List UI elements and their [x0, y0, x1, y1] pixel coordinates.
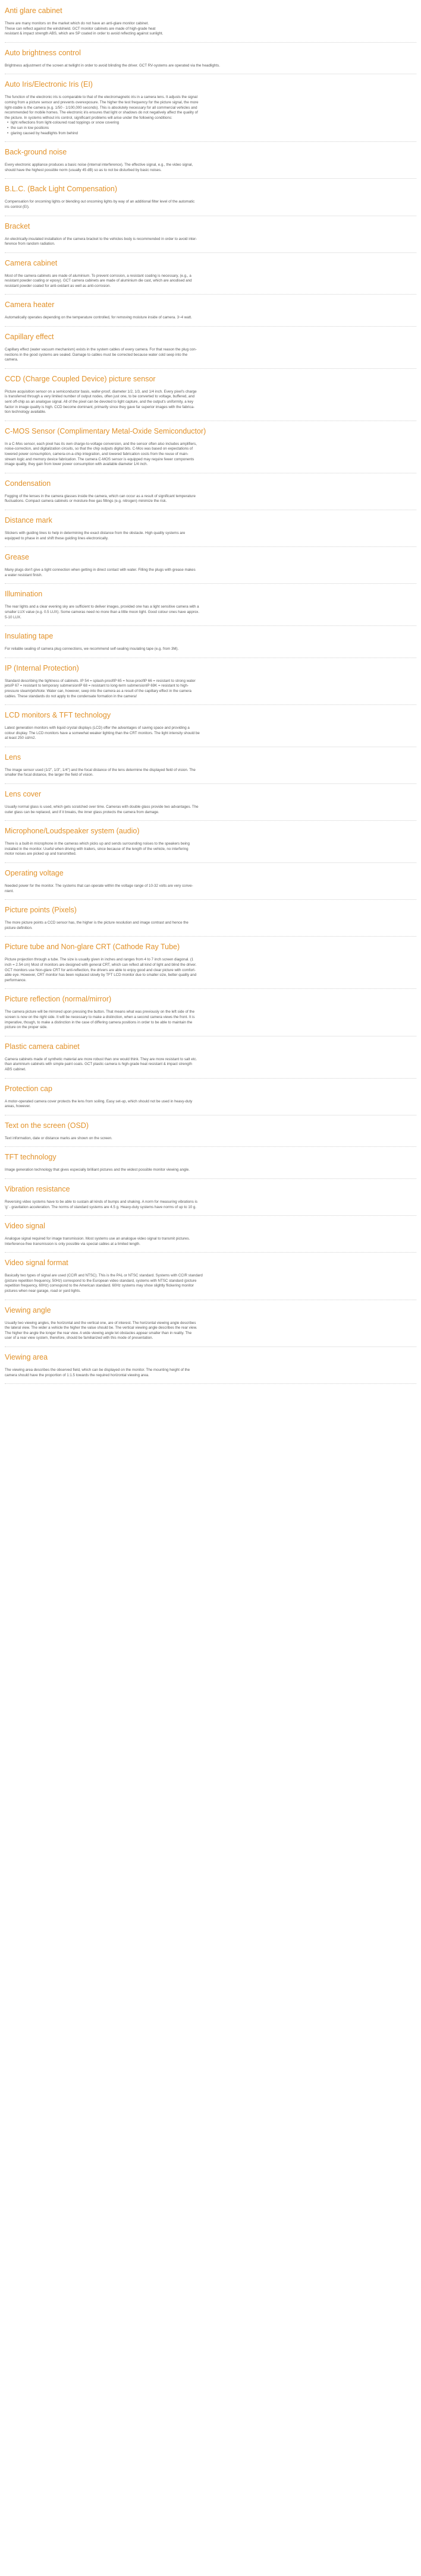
glossary-entry — [5, 589, 416, 626]
glossary-entry — [5, 789, 416, 821]
entry-description — [5, 605, 416, 620]
entry-title: Picture points (Pixels) — [5, 906, 77, 915]
description-line: resistant powder coating or epoxy). GCT camera cabinets are made of aluminium die cast, which are anodised and — [5, 279, 192, 283]
entry-description — [5, 390, 416, 415]
description-line: sent off-chip as an analogue signal. All of the pixel can be devoted to light capture, and the output's uniformity, a key — [5, 400, 194, 404]
entry-description — [5, 1010, 416, 1030]
entry-description — [5, 805, 416, 815]
glossary-entry — [5, 258, 416, 295]
entry-title: Lens — [5, 753, 21, 761]
entry-title: Capillary effect — [5, 333, 54, 342]
description-line: recommended for mobile homes. The electronic iris ensures that light or shadows do not negatively affect the quality of — [5, 110, 198, 115]
entry-description — [5, 315, 416, 321]
bullet-item: • the sun in low positions — [7, 126, 416, 131]
glossary-entry — [5, 147, 416, 179]
entry-title: Grease — [5, 553, 29, 562]
glossary-entry — [5, 1042, 416, 1079]
description-line: Latest generation monitors with liquid crystal displays (LCD) offer the advantages of saving space and providing a — [5, 726, 190, 731]
glossary-entry — [5, 710, 416, 747]
glossary-entry — [5, 516, 416, 547]
glossary-entry — [5, 1121, 416, 1148]
description-line: Camera cabinets made of synthetic material are more robust than one would think. They are more resistant to salt etc. — [5, 1057, 197, 1061]
description-line: resistant & impact strength ABS, which are SP coated in order to avoid reflecting against sunlight. — [5, 31, 164, 36]
description-line: cables. These standards do not apply to the condensate formation in the camera! — [5, 694, 137, 698]
description-line: motor noises are picked up and transmitted. — [5, 852, 77, 856]
description-line: image quality, they gain from lower power consumption with available diameter 1/4 inch. — [5, 462, 148, 467]
glossary-entry — [5, 905, 416, 937]
description-line: tion technology available. — [5, 410, 46, 415]
description-line: Fogging of the lenses in the camera glasses inside the camera, which can occur as a result of significant temperature — [5, 494, 196, 498]
entry-title: Viewing angle — [5, 1306, 51, 1314]
entry-description — [5, 568, 416, 578]
description-line: Picture acquisition sensor on a semiconductor basis, wafer-proof, diameter 1/2, 1/3, and 1/4 inch. Every pixel's charge — [5, 389, 197, 394]
description-line: noise-correction, and digitalization circuits, so that the chip outputs digital bits. C-Mos was based on expectations of — [5, 447, 193, 451]
entry-description — [5, 842, 416, 857]
description-line: Analogue signal required for image transmission. Most systems use an analogue video signal to transmit pictures. — [5, 1237, 190, 1241]
entry-title: CCD (Charge Coupled Device) picture sensor — [5, 374, 156, 383]
entry-description — [5, 21, 416, 37]
glossary-entry — [5, 1306, 416, 1347]
description-line: nections in the good systems are sealed. Damage to cables must be corrected because water cold seep into the — [5, 352, 188, 357]
entry-title: Text on the screen (OSD) — [5, 1121, 89, 1130]
glossary-entry — [5, 1152, 416, 1179]
description-line: (picture repetition frequency, 50Hz) correspond to the European video standard, systems with NTSC standard (picture — [5, 1278, 197, 1283]
description-line: equipped to phase in and shift these guiding lines electronically. — [5, 536, 109, 541]
description-line: than aluminium cabinets with simple paint coats. GCT plastic camera is high-grade heat resistant & impact strength — [5, 1062, 192, 1067]
entry-title: TFT technology — [5, 1153, 56, 1162]
glossary-entry — [5, 48, 416, 75]
entry-description — [5, 531, 416, 541]
description-line: able eye. However, CRT monitor has been replaced slowly by TFT LCD monitor due to smaller size, better quality and — [5, 973, 197, 978]
description-line: In a C-Mos sensor, each pixel has its own charge-to-voltage conversion, and the sensor often also includes amplifiers, — [5, 441, 197, 446]
description-line: Standard describing the tightness of cabinets. IP 54 = splash-proofIP 65 = hose-proofIP 66 = resistant to strong water — [5, 678, 196, 683]
description-line: colour display. The LCD monitors have a somewhat weaker lighting than the CRT monitors. The light intensity should be — [5, 731, 200, 735]
description-line: picture on the proper side. — [5, 1025, 48, 1030]
description-line: user of a rear view system, therefore, should be familiarized with this mode of presentation. — [5, 1336, 153, 1341]
entry-description — [5, 679, 416, 699]
entry-title: Lens cover — [5, 790, 42, 799]
entry-title: Vibration resistance — [5, 1184, 70, 1193]
entry-description — [5, 1237, 416, 1247]
description-line: Reversing video systems have to be able to sustain all kinds of bumps and shaking. A norm for measuring vibrations is — [5, 1199, 197, 1204]
glossary-entry — [5, 994, 416, 1036]
description-line: smaller LUX value (e.g. 0.5 LUX). Some cameras need no more than a little moon light. Good colour ones have approx. — [5, 609, 200, 614]
description-line: There is a built-in microphone in the cameras which picks up and sends surrounding noises to the speakers being — [5, 842, 190, 846]
entry-description — [5, 957, 416, 983]
entry-title: Illumination — [5, 590, 43, 599]
entry-description — [5, 237, 416, 247]
description-line: light-stable is the camera (e.g. 1/50 - 1/100,000 seconds). This is absolutely necessary for all commercial vehicles and — [5, 105, 197, 110]
description-line: Most of the camera cabinets are made of aluminium. To prevent corrosion, a resistant coating is necessary, (e.g., a — [5, 273, 191, 278]
description-line: pictures when near garage, road or yard lights. — [5, 1289, 81, 1294]
description-line: A motor-operated camera cover protects the lens from soiling. Easy set-up, which should not be used in heavy-duty — [5, 1099, 193, 1104]
entry-title: Distance mark — [5, 516, 52, 524]
glossary-entry — [5, 80, 416, 142]
glossary-entry — [5, 426, 416, 473]
glossary-entry — [5, 1352, 416, 1384]
entry-description — [5, 647, 416, 652]
description-line: GCT monitors use Non-glare CRT for anti-reflection, the drivers are able to enjoy good and clear picture with comfort- — [5, 968, 196, 972]
description-line: outer glass can be replaced, and if it breaks, the inner glass protects the camera from damage. — [5, 810, 159, 814]
description-line: The camera picture will be mirrored upon pressing the button. That means what was previously on the left side of the — [5, 1010, 195, 1014]
glossary-entry — [5, 868, 416, 900]
glossary-entry — [5, 1258, 416, 1300]
description-line: areas, however. — [5, 1104, 31, 1109]
description-line: There are many monitors on the market which do not have an anti-glare monitor cabinet. — [5, 21, 149, 26]
description-line: Picture projection through a tube. The size is usually given in inches and ranges from 4 to 7 inch screen diagonal. (1 — [5, 957, 194, 962]
glossary-entry — [5, 942, 416, 989]
description-line: imperative, though, to make a distinction in the case of differing camera positions in order to be able to maintain the — [5, 1020, 193, 1025]
glossary-entry — [5, 374, 416, 421]
entry-description — [5, 494, 416, 504]
entry-description — [5, 64, 416, 69]
entry-title: Operating voltage — [5, 869, 64, 878]
entry-title: Bracket — [5, 222, 30, 230]
glossary-entry — [5, 300, 416, 327]
entry-description — [5, 768, 416, 778]
description-line: factor in image quality is high. CCD become dominant, primarily since they gave far superior images with the fabrica- — [5, 404, 195, 409]
description-line: a water resistant finish. — [5, 573, 43, 577]
description-line: The image sensor used (1/2", 1/3", 1/4") and the focal distance of the lens determine the displayed field of vision. The — [5, 767, 196, 772]
description-line: inch = 2.54 cm) Most of monitors are designed with general CRT, which can reflect all kind of light and blind the driver. — [5, 963, 197, 967]
entry-title: Video signal — [5, 1222, 45, 1231]
description-line: Every electronic appliance produces a basic noise (internal interference). The effective signal, e.g., the video signal, — [5, 163, 193, 167]
glossary-entry — [5, 1184, 416, 1216]
description-line: Needed power for the monitor. The systems that can operate within the voltage range of 10-32 volts are very conve- — [5, 884, 193, 889]
description-line: The rear lights and a clear evening sky are sufficient to deliver images, provided one has a light sensitive camera with a — [5, 605, 199, 609]
description-line: The function of the electronic iris is comparable to that of the electromagnetic iris in a camera lens. It adjusts the signal — [5, 95, 197, 100]
glossary-entry — [5, 753, 416, 784]
description-line: The more picture points a CCD sensor has, the higher is the picture resolution and image contrast and hence the — [5, 921, 188, 925]
description-line: the lateral view. The wider a vehicle the higher the value should be. The vertical viewing angle describes the rear view. — [5, 1326, 197, 1330]
description-line: The viewing area describes the observed field, which can be displayed on the monitor. The mounting height of the — [5, 1368, 190, 1373]
description-line: jetsIP 67 = resistant to temporary submersionIP 68 = resistant to long-term submersionIP 69K = resistant to high- — [5, 684, 189, 688]
entry-description — [5, 200, 416, 210]
entry-description — [5, 163, 416, 173]
description-line: iris control (EI). — [5, 204, 30, 209]
entry-title: LCD monitors & TFT technology — [5, 711, 111, 720]
description-line: the picture. In systems without iris control, significant problems will arise under the following conditions: — [5, 115, 172, 120]
entry-title: Insulating tape — [5, 632, 54, 641]
description-line: Usually two viewing angles, the horizontal and the vertical one, are of interest. The horizontal viewing angle describes — [5, 1320, 196, 1325]
entry-description — [5, 1168, 416, 1173]
description-line: is transferred through a very limited number of output nodes, often just one, to be converted to voltage, buffered, and — [5, 394, 195, 399]
entry-description — [5, 921, 416, 931]
entry-description — [5, 1321, 416, 1341]
description-line: repetition frequency, 60Hz) correspond to the American standard. 60Hz systems may show slightly flickering monitor — [5, 1284, 194, 1288]
glossary-entry — [5, 1084, 416, 1115]
entry-description — [5, 1136, 416, 1142]
entry-description — [5, 1200, 416, 1210]
entry-title: Picture reflection (normal/mirror) — [5, 995, 112, 1004]
description-line: Capillary effect (water vacuum mechanism) exists in the system cables of every camera. For that reason the plug con- — [5, 347, 197, 352]
description-line: Interference-free transmission is only possible via special cables at a limited length. — [5, 1241, 141, 1246]
description-line: installed in the monitor. Useful when driving with trailers, since because of the length of the vehicle, no interfering — [5, 846, 188, 851]
description-line: picture definition. — [5, 925, 33, 930]
description-line: 'g' - gravitation acceleration. The norms of standard systems are 4.5 g. Heavy-duty systems have norms of up to 10 g. — [5, 1205, 197, 1209]
glossary-entry — [5, 6, 416, 43]
glossary-entry — [5, 826, 416, 863]
entry-title: IP (Internal Protection) — [5, 663, 79, 672]
entry-title: Back-ground noise — [5, 148, 67, 157]
description-line: performance. — [5, 978, 27, 982]
entry-title: Protection cap — [5, 1084, 52, 1093]
description-line: coming from a picture sensor and prevents overexposure. The higher the test frequency for the picture signal, the more — [5, 100, 199, 105]
description-line: Compensation for oncoming lights or blending out oncoming lights by way of an additional filter level of the automatic — [5, 200, 195, 204]
description-line: pressure steam/jetsNote: Water can, however, seep into the camera as a result of the capillary effect in the camera — [5, 688, 191, 693]
description-line: nient. — [5, 889, 14, 893]
description-line: Text information, date or distance marks are shown on the screen. — [5, 1136, 112, 1140]
entry-title: Condensation — [5, 479, 51, 488]
entry-title: Microphone/Loudspeaker system (audio) — [5, 827, 140, 836]
entry-description — [5, 1099, 416, 1110]
description-line: should have the highest possible norm (usually 45 dB) so as to not be disturbed by basic noises. — [5, 167, 162, 172]
entry-title: Anti glare cabinet — [5, 7, 62, 15]
entry-title: Picture tube and Non-glare CRT (Cathode Ray Tube) — [5, 943, 180, 952]
description-line: camera. — [5, 358, 18, 362]
bullet-item: • glaring caused by headlights from behind — [7, 131, 416, 137]
entry-description — [5, 1057, 416, 1073]
description-line: screen is now on the right side. It will be necessary to make a distinction, when a second camera views the front. It is — [5, 1014, 195, 1019]
description-line: Many plugs don't give a tight connection when getting in direct contact with water. Filling the plugs with grease makes — [5, 568, 196, 573]
description-line: ference from random radiation. — [5, 242, 55, 246]
glossary-entry — [5, 631, 416, 658]
description-line: An electrically-insulated installation of the camera bracket to the vehicles body is recommended in order to avoid inter- — [5, 236, 197, 241]
description-line: lowered power consumption, camera-on-a-chip integration, and lowered fabrication costs from the reuse of main- — [5, 452, 188, 456]
description-line: ABS cabinet. — [5, 1067, 26, 1072]
description-line: resistant powder coated for anti-oxidant as well as anti-corrosion. — [5, 283, 111, 288]
entry-title: Auto Iris/Electronic Iris (EI) — [5, 80, 93, 89]
description-line: Brightness adjustment of the screen at twilight in order to avoid blinding the driver. GCT RV-systems are operated via the headlights. — [5, 63, 220, 68]
entry-title: B.L.C. (Back Light Compensation) — [5, 185, 117, 194]
entry-description — [5, 1273, 416, 1294]
entry-description — [5, 726, 416, 741]
glossary-entry — [5, 332, 416, 369]
description-line: fluctuations. Compact camera cabinets or moisture-free gas fillings (e.g. nitrogen) minimize the risk. — [5, 499, 167, 504]
entry-description — [5, 95, 416, 121]
entry-title: Video signal format — [5, 1259, 68, 1268]
description-line: Usually normal glass is used, which gets scratched over time. Cameras with double glass provide two advantages. The — [5, 805, 199, 810]
entry-title: Camera heater — [5, 301, 55, 309]
glossary-entry — [5, 184, 416, 216]
glossary-entry — [5, 552, 416, 584]
bullet-list — [5, 121, 416, 136]
bullet-item: • light reflections from light-coloured road toppings or snow covering — [7, 121, 416, 126]
description-line: at least 250 cd/m2. — [5, 736, 36, 741]
entry-title: Auto brightness control — [5, 48, 81, 57]
glossary-entry — [5, 1221, 416, 1253]
entry-title: Viewing area — [5, 1353, 48, 1362]
description-line: Basically two types of signal are used (CCIR and NTSC). This is the PAL or NTSC standard. Systems with CCIR standard — [5, 1273, 203, 1278]
description-line: For reliable sealing of camera plug connections, we recommend self-sealing insulating tape (e.g. from 3M). — [5, 647, 179, 652]
entry-description — [5, 884, 416, 894]
description-line: stream logic and memory device fabrication. The camera C-MOS sensor is equipped may require fewer components — [5, 457, 194, 462]
description-line: The higher the angle the longer the rear view. A wide viewing angle let obstacles appear smaller than in reality. The — [5, 1330, 192, 1335]
description-line: Image generation technology that gives especially brilliant pictures and the widest possible monitor viewing angle. — [5, 1168, 190, 1172]
entry-title: C-MOS Sensor (Complimentary Metal-Oxide Semiconductor) — [5, 426, 206, 435]
description-line: Stickers with guiding lines to help in determining the exact distance from the obstacle. High quality systems are — [5, 530, 186, 535]
entry-description — [5, 274, 416, 289]
entry-title: Camera cabinet — [5, 258, 58, 267]
description-line: smaller the focal distance, the larger the field of vision. — [5, 773, 93, 777]
glossary-entry — [5, 663, 416, 705]
description-line: Automatically operates depending on the temperature controlled, for removing moisture inside of camera. 3~4 watt. — [5, 315, 192, 320]
entry-description — [5, 442, 416, 467]
entry-description — [5, 1368, 416, 1378]
description-line: These can reflect against the windshield. GCT monitor cabinets are made of high-grade heat — [5, 26, 156, 31]
glossary-entry — [5, 479, 416, 510]
entry-title: Plastic camera cabinet — [5, 1042, 80, 1051]
entry-description — [5, 347, 416, 363]
glossary-entry — [5, 222, 416, 253]
description-line: 5-10 LUX. — [5, 615, 21, 619]
description-line: camera should have the proportion of 1:1.5 towards the required horizontal viewing area. — [5, 1373, 149, 1377]
